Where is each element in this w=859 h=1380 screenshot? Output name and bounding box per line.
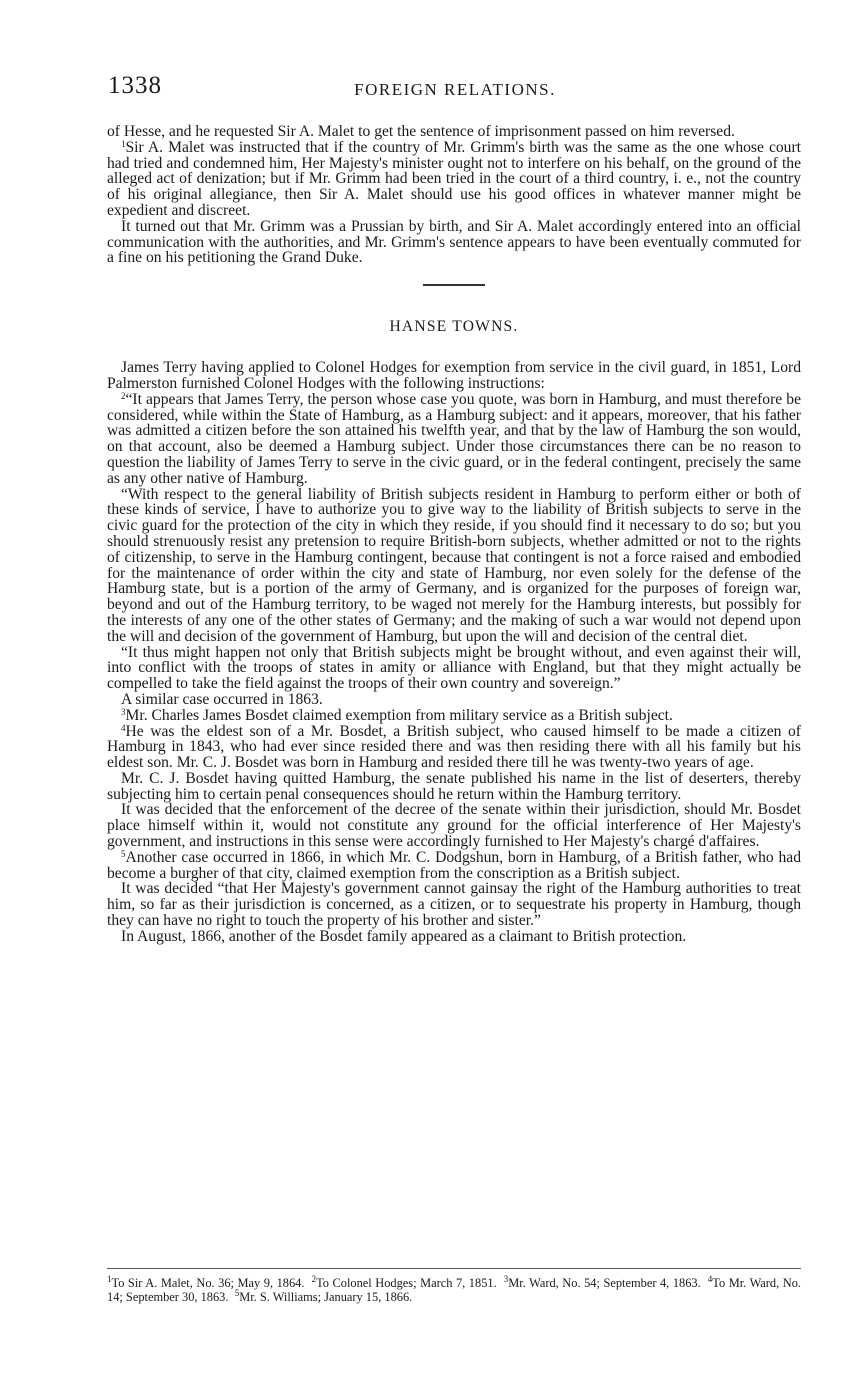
- paragraph-text: Another case occurred in 1866, in which Mr. C. Dodgshun, born in Hamburg, of a British father, who had become a burgher of that city, claimed exemption from the conscription as a British subject.: [107, 848, 801, 882]
- footnote-marker: 4: [707, 1274, 713, 1284]
- paragraph: It turned out that Mr. Grimm was a Prussian by birth, and Sir A. Malet accordingly entered into an official communication with the authorities, and Mr. Grimm's sentence appears to have been eventually commuted for a fine on his petitioning the Grand Duke.: [107, 217, 801, 267]
- paragraph: “With respect to the general liability of British subjects resident in Hamburg to perform either or both of these kinds of service, I have to authorize you to give way to the liability of British subjects to serve in the civic guard for the protection of the city in which they reside, if you should find it necessary to do so; but you should strenuously resist any pretension to require British-born subjects, whether admitted or not to the rights of citizenship, to serve in the Hamburg contingent, because that contingent is not a force raised and embodied for the maintenance of order within the city and state of Hamburg, nor even solely for the defense of the Hamburg state, but is a portion of the army of Germany, and is organized for the purposes of foreign war, beyond and out of the Hamburg territory, to be waged not merely for the Hamburg interests, but possibly for the interests of any one of the other states of Germany; and the making of such a war would not depend upon the will and decision of the government of Hamburg, but upon the will and decision of the central diet.: [107, 485, 801, 645]
- footnote: To Mr. Ward, No. 14; September 30, 1863.: [107, 1276, 801, 1304]
- section-title: HANSE TOWNS.: [389, 318, 519, 336]
- footnote-marker: 2: [311, 1274, 317, 1284]
- footnote-marker: 1: [121, 138, 126, 149]
- paragraph: In August, 1866, another of the Bosdet family appeared as a claimant to British protection.: [121, 927, 687, 945]
- footnotes: [107, 1276, 801, 1304]
- paragraph-text: “It appears that James Terry, the person whose case you quote, was born in Hamburg, and must therefore be considered, while within the State of Hamburg, as a Hamburg subject: and it appears, moreover, that his father was admitted a citizen before the son attained his twelfth year, and that by the law of Hamburg the son would, on that account, also be deemed a Hamburg subject. Under those circumstances there can be no reason to question the liability of James Terry to serve in the civic guard, or in the federal contingent, precisely the same as any other native of Hamburg.: [107, 390, 801, 487]
- paragraph: Mr. C. J. Bosdet having quitted Hamburg, the senate published his name in the list of deserters, thereby subjecting him to certain penal consequences should he return within the Hamburg territory.: [107, 769, 801, 803]
- running-title: FOREIGN RELATIONS.: [354, 80, 556, 99]
- paragraph: [107, 708, 801, 724]
- paragraph-text: Sir A. Malet was instructed that if the country of Mr. Grimm's birth was the same as the one whose court had tried and condemned him, Her Majesty's minister ought not to interfere on his behalf, on the ground of the alleged act of denization; but if Mr. Grimm had been tried in the court of a third country, i. e., not the country of his original allegiance, then Sir A. Malet should use his good offices in whatever manner might be expedient and discreet.: [107, 138, 801, 219]
- paragraph: James Terry having applied to Colonel Hodges for exemption from service in the civil guard, in 1851, Lord Palmerston furnished Colonel Hodges with the following instructions:: [107, 359, 801, 392]
- paragraph: [107, 140, 801, 219]
- paragraph: [107, 392, 801, 487]
- footnote-marker: 2: [121, 390, 126, 401]
- footnote-marker: 5: [234, 1288, 240, 1298]
- footnote-marker: 4: [121, 722, 126, 733]
- paragraph: of Hesse, and he requested Sir A. Malet to get the sentence of imprisonment passed on him reversed.: [107, 123, 735, 140]
- paragraph: A similar case occurred in 1863.: [121, 690, 323, 708]
- footnote: To Sir A. Malet, No. 36; May 9, 1864.: [111, 1276, 305, 1290]
- footnote: To Colonel Hodges; March 7, 1851.: [316, 1276, 497, 1290]
- paragraph: “It thus might happen not only that British subjects might be brought without, and even against their will, into conflict with the troops of states in amity or alliance with England, but that they might actually be compelled to take the field against the troops of their own country and sovereign.”: [107, 643, 801, 693]
- section-divider: [423, 284, 485, 286]
- paragraph: It was decided “that Her Majesty's government cannot gainsay the right of the Hamburg authorities to treat him, so far as their jurisdiction is concerned, as a citizen, or to sequestrate his property in Hamburg, though they can have no right to touch the property of his brother and sister.”: [107, 880, 801, 930]
- footnote-divider: [107, 1268, 801, 1269]
- paragraph: [107, 724, 801, 771]
- footnote: Mr. S. Williams; January 15, 1866.: [239, 1290, 413, 1304]
- footnote-marker: 3: [503, 1274, 509, 1284]
- footnote: Mr. Ward, No. 54; September 4, 1863.: [508, 1276, 701, 1290]
- page-number: 1338: [108, 72, 162, 99]
- paragraph-text: He was the eldest son of a Mr. Bosdet, a British subject, who caused himself to be made a citizen of Hamburg in 1843, who had ever since resided there and was then residing there with all his family but his eldest son. Mr. C. J. Bosdet was born in Hamburg and resided there till he was twenty-two years of age.: [107, 722, 801, 772]
- footnote-line: [107, 1276, 801, 1304]
- page-body: [107, 124, 801, 945]
- footnote-marker: 3: [121, 706, 126, 717]
- footnote-marker: 1: [107, 1274, 112, 1284]
- paragraph-text: Mr. Charles James Bosdet claimed exemption from military service as a British subject.: [125, 706, 673, 724]
- paragraph: [107, 850, 801, 882]
- footnote-marker: 5: [121, 848, 126, 859]
- paragraph: It was decided that the enforcement of the decree of the senate within their jurisdiction, should Mr. Bosdet place himself within it, would not constitute any ground for the official interference of Her Majesty's government, and instructions in this sense were accordingly furnished to Her Majesty's chargé d'affaires.: [107, 801, 801, 851]
